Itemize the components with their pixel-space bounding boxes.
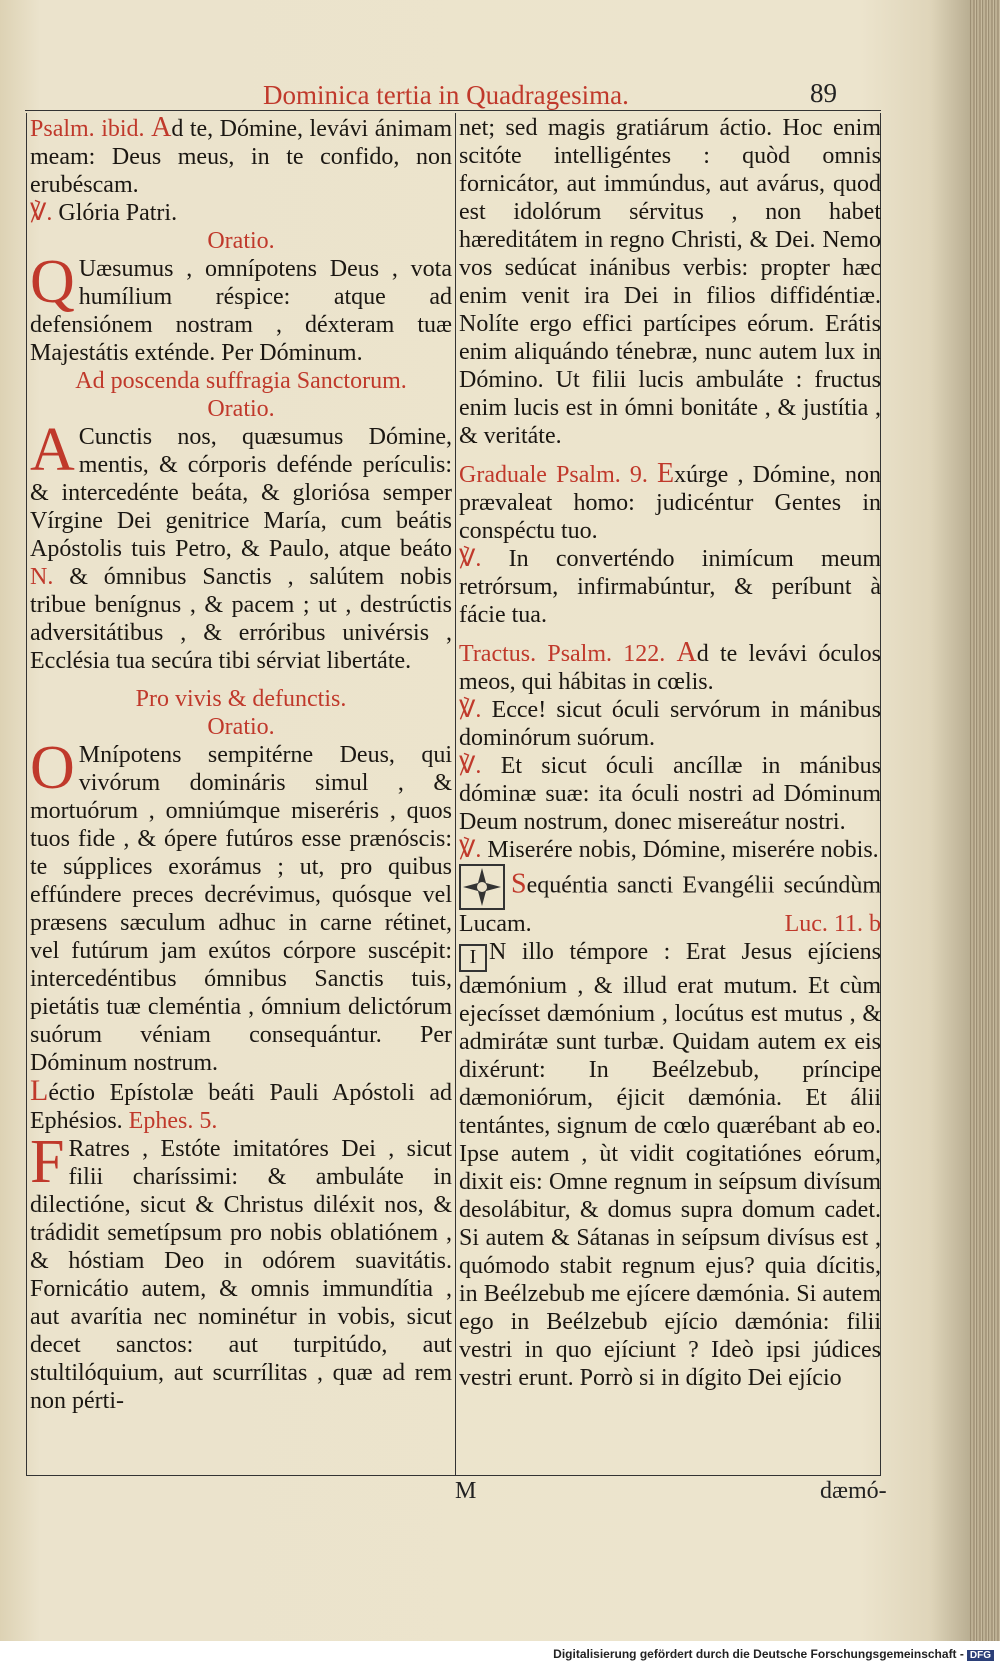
header-rule bbox=[25, 110, 881, 111]
prayer-text: Mnípotens sempitérne Deus, qui vivórum domináris simul , & mortuórum , omniúmque miseréris , quos tuos fide , & ópere futúros esse prænóscis: te súpplices exorámus ; ut, pro quibus effúndere preces decrévimus, quósque vel præsens sæculum adhuc in carne rétinet, vel futúrum jam exútos córpore suscépit: intercedéntibus ómnibus Sanctis tuis, pietátis tuæ cleméntia , ómnium delictórum suórum véniam consequántur. Per Dóminum nostrum. bbox=[30, 742, 452, 1076]
gospel-body: N illo témpore : Erat Jesus ejíciens dæmónium , & illud erat mutum. Et cùm ejecísset dæmónium , locútus est mutus , & admirátæ sunt turbæ. Quidam autem ex eis dixérunt: In Beélzebub, príncipe dæmoniórum, éjicit dæmónia. Et álii tentántes, signum de cœlo quærébant ab eo. Ipse autem , ùt vidit cogitatiónes eórum, dixit eis: Omne regnum in seípsum divísum desolábitur, & domus supra domum cadet. Si autem & Sátanas in seípsum divísus est , quómodo stabit regnum ejus? quia dícitis, in Beélzebub me ejícere dæmónia. Si autem ego in Beélzebub ejício dæmónia: filii vestri in quo ejíciunt ? Ideò ipsi júdices vestri erunt. Porrò si in dígito Dei ejício bbox=[459, 939, 881, 1391]
introit-psalm bbox=[30, 114, 452, 199]
tractus-label: Tractus. Psalm. 122. bbox=[459, 641, 666, 667]
running-header bbox=[0, 80, 970, 112]
gospel-text bbox=[459, 938, 881, 1392]
versicle-text: Miserére nobis, Dómine, miserére nobis. bbox=[487, 837, 879, 863]
page-edges bbox=[970, 0, 1000, 1641]
tractus-text: d te levávi óculos meos, qui hábitas in cœlis. bbox=[459, 641, 882, 695]
dfg-logo: DFG bbox=[967, 1650, 994, 1661]
right-column bbox=[459, 114, 881, 1392]
epistle-text bbox=[30, 1128, 452, 1415]
versicle-text: Ecce! sicut óculi servórum in mánibus dominórum suórum. bbox=[459, 697, 881, 751]
versicle bbox=[459, 752, 881, 836]
versicle-mark: ℣. bbox=[459, 697, 482, 723]
graduale-initial: E bbox=[657, 458, 675, 489]
versicle-mark: ℣. bbox=[30, 200, 53, 226]
lectio-initial: L bbox=[30, 1074, 49, 1107]
page-title: Dominica tertia in Quadragesima. bbox=[263, 80, 629, 110]
versicle bbox=[459, 836, 881, 864]
sequentia-initial: S bbox=[511, 868, 527, 900]
epistle-body: Ratres , Estóte imitatóres Dei , sicut filii charíssimi: & ambuláte in dilectióne, sicut & Christus diléxit nos, & trádidit semetípsum pro nobis oblatiónem , & hóstiam Deo in odórem suavitátis. Fornicátio autem, & omnis immundítia , aut avarítia nec nominétur in vobis, sicut decet sanctos: aut turpitúdo, aut stultilóquium, aut scurrílitas , quæ ad rem non pérti- bbox=[30, 1136, 452, 1414]
sequentia-text: equéntia sancti Evangélii secúndùm Lucam. bbox=[459, 872, 881, 937]
prayer-text: Cunctis nos, quæsumus Dómine, mentis, & córporis defénde perículis: & intercedénte beáta, & gloriósa semper Vírgine Dei genitrice María, cum beátis Apóstolis tuis Petro, & Paulo, atque beáto bbox=[30, 424, 452, 562]
vivis-prayer bbox=[30, 734, 452, 1077]
bottom-rule bbox=[26, 1475, 881, 1476]
versicle-text: In converténdo inimícum meum retrórsum, infirmabúntur, & períbunt à fácie tua. bbox=[459, 546, 881, 628]
suffragia-prayer bbox=[30, 416, 453, 675]
digitization-credit bbox=[553, 1647, 994, 1661]
versicle bbox=[459, 696, 881, 752]
versicle-mark: ℣. bbox=[459, 837, 482, 863]
suffragia-heading: Ad poscenda suffragia Sanctorum. bbox=[75, 368, 407, 394]
tractus-initial: A bbox=[676, 637, 697, 668]
collect-text: Uæsumus , omnípotens Deus , vota humílium réspice: atque ad defensiónem nostram , déxteram tuæ Majestátis exténde. Per Dóminum. bbox=[30, 256, 452, 366]
credit-text: Digitalisierung gefördert durch die Deutsche Forschungsgemeinschaft - bbox=[553, 1647, 964, 1661]
gospel-reference: Luc. 11. b bbox=[784, 911, 881, 937]
drop-cap: F bbox=[30, 1128, 65, 1196]
drop-cap: Q bbox=[30, 248, 75, 316]
versicle-text: Et sicut óculi ancíllæ in mánibus dóminæ suæ: ita óculi nostri ad Dóminum Deum nostrum, donec misereátur nostri. bbox=[459, 753, 882, 835]
prayer-text: & ómnibus Sanctis , salútem nobis tribue benígnus , & pacem ; ut , destrúctis adversitátibus , & erróribus univérsis , Ecclésia tua secúra tibi sérviat libertáte. bbox=[30, 564, 453, 674]
lectio-reference: Ephes. 5. bbox=[128, 1108, 218, 1134]
oratio-heading: Oratio. bbox=[207, 396, 275, 422]
page-number: 89 bbox=[810, 78, 837, 108]
vivis-heading: Pro vivis & defunctis. bbox=[135, 686, 347, 712]
versicle bbox=[459, 545, 881, 629]
left-column bbox=[30, 114, 452, 1415]
oratio-heading: Oratio. bbox=[207, 714, 275, 740]
drop-cap: O bbox=[30, 734, 75, 802]
versicle-mark: ℣. bbox=[459, 753, 482, 779]
name-placeholder: N. bbox=[30, 564, 54, 590]
column-rule-middle bbox=[455, 113, 456, 1475]
signature-mark: M bbox=[455, 1478, 477, 1504]
oratio-collect bbox=[30, 248, 452, 367]
sequentia-heading bbox=[459, 864, 881, 938]
psalm-label: Psalm. ibid. bbox=[30, 116, 145, 142]
lectio-title: éctio Epístolæ beáti Pauli Apóstoli ad Ephésios. bbox=[30, 1080, 452, 1134]
boxed-initial: I bbox=[459, 944, 487, 972]
psalm-text: d te, Dómine, levávi ánimam meam: Deus meus, in te confido, non erubéscam. bbox=[30, 116, 453, 198]
graduale-label: Graduale Psalm. 9. bbox=[459, 462, 648, 488]
psalm-initial: A bbox=[151, 112, 172, 143]
catchword: dæmó- bbox=[820, 1478, 887, 1504]
epistle-continuation: net; sed magis gratiárum áctio. Hoc enim scitóte intelligéntes : quòd omnis fornicátor, aut immúndus, aut avárus, quod est idolórum sérvitus , non habet hæreditátem in regno Christi, & Dei. Nemo vos sedúcat inánibus verbis: propter hæc enim venit ira Dei in filios diffidéntiæ. Nolíte ergo effici partícipes eórum. Erátis enim aliquándo ténebræ, nunc autem lux in Dómino. Ut filii lucis ambuláte : fructus enim lucis est in ómni bonitáte , & justítia , & veritáte. bbox=[459, 115, 881, 449]
graduale bbox=[459, 460, 881, 545]
gloria-verse bbox=[30, 199, 452, 227]
lectio-heading bbox=[30, 1074, 452, 1135]
versicle-mark: ℣. bbox=[459, 546, 482, 572]
gloria-text: Glória Patri. bbox=[58, 200, 178, 226]
tractus bbox=[459, 639, 881, 696]
drop-cap: A bbox=[30, 416, 75, 484]
oratio-heading: Oratio. bbox=[207, 228, 275, 254]
cross-ornament-icon bbox=[459, 864, 505, 910]
graduale-text: xúrge , Dómine, non prævaleat homo: judicéntur Gentes in conspéctu tuo. bbox=[459, 462, 882, 544]
column-rule-left bbox=[26, 113, 27, 1475]
